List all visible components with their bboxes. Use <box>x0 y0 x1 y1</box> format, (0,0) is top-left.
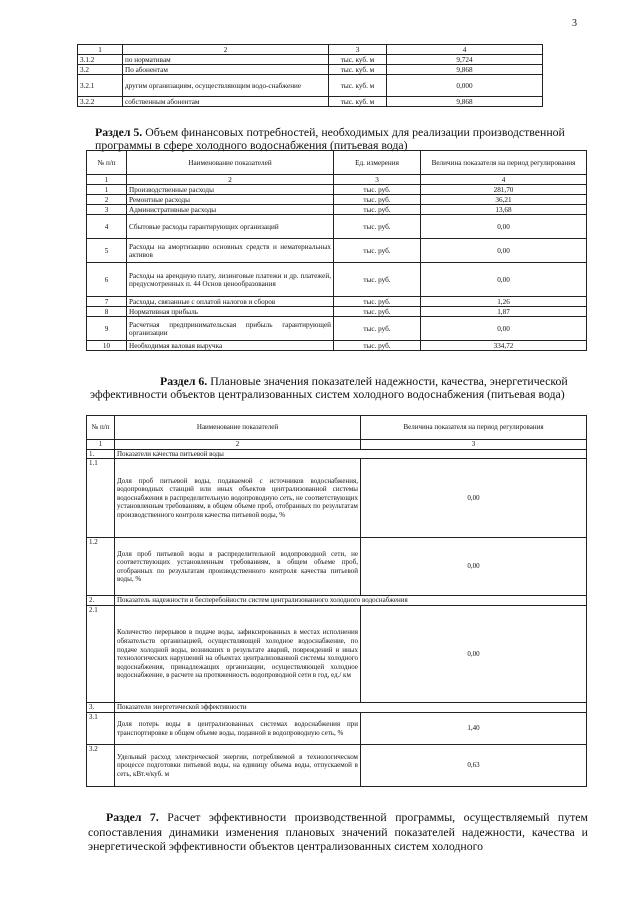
row-number: 3.2.1 <box>78 75 123 97</box>
table-row <box>87 341 587 351</box>
group-row <box>87 449 587 459</box>
row-name: По абонентам <box>123 65 329 75</box>
volume-table <box>77 44 543 107</box>
row-value: 0,00 <box>421 239 587 263</box>
row-number: 3.2.2 <box>78 97 123 107</box>
row-unit: тыс. руб. <box>334 317 421 341</box>
col-header: № п/п <box>87 416 115 440</box>
group-number: 2. <box>87 596 115 606</box>
section7-text: Расчет эффективности производственной программы, осуществляемый путем сопоставления динамики изменения плановых значений показателей надежности, качества и энергетической эффективности объектов централизованных систем холодного <box>88 810 588 853</box>
row-name: собственным абонентам <box>123 97 329 107</box>
row-name: Нормативная прибыль <box>127 307 334 317</box>
row-name: Расчетная предпринимательская прибыль гарантирующей организации <box>127 317 334 341</box>
row-number: 1 <box>87 185 127 195</box>
row-number: 3.1 <box>87 713 115 745</box>
row-name: Расходы на амортизацию основных средств и нематериальных активов <box>127 239 334 263</box>
row-value: 0,00 <box>421 263 587 297</box>
row-number: 2 <box>87 195 127 205</box>
col-header: Наименование показателей <box>115 416 361 440</box>
row-unit: тыс. руб. <box>334 263 421 297</box>
group-title: Показатели качества питьевой воды <box>115 449 587 459</box>
row-value: 281,70 <box>421 185 587 195</box>
row-name: по нормативам <box>123 55 329 65</box>
col-header: № п/п <box>87 151 127 175</box>
row-name: Производственные расходы <box>127 185 334 195</box>
table-row <box>78 75 543 97</box>
table-row <box>78 55 543 65</box>
col-number: 1 <box>87 440 115 450</box>
col-number: 1 <box>87 175 127 185</box>
indicators-table <box>86 415 587 787</box>
col-header: Величина показателя на период регулирования <box>361 416 587 440</box>
row-value: 0,000 <box>387 75 543 97</box>
table-row <box>87 195 587 205</box>
table-row <box>87 263 587 297</box>
row-value: 0,00 <box>361 459 587 538</box>
row-name: Доля проб питьевой воды, подаваемой с источников водоснабжения, водопроводных станций или иных объектов централизованной системы водоснабжения в распределительную водопроводную сеть, не соответствующих установленным требованиям, в общем объеме проб, отобранных по результатам производственного контроля качества питьевой воды, % <box>115 459 361 538</box>
row-value: 9,868 <box>387 97 543 107</box>
row-unit: тыс. руб. <box>334 185 421 195</box>
row-name: Необходимая валовая выручка <box>127 341 334 351</box>
table-row <box>87 538 587 596</box>
row-value: 9,724 <box>387 55 543 65</box>
row-name: Количество перерывов в подаче воды, зафиксированных в местах исполнения обязательств организацией, осуществляющей холодное водоснабжение, по подаче холодной воды, возникших в результате аварий, повреждений и иных технологических нарушений на объектах централизованной системы холодного водоснабжения, принадлежащих организации, осуществляющей холодное водоснабжение, в расчете на протяженность водопроводной сети в год, ед./ км <box>115 606 361 703</box>
col-number: 3 <box>334 175 421 185</box>
section6-title: Плановые значения показателей надежности, качества, энергетической эффективности объектов централизованных систем холодного водоснабжения (питьевая вода) <box>90 374 568 401</box>
table-row <box>78 97 543 107</box>
col-header: Величина показателя на период регулирования <box>421 151 587 175</box>
row-number: 6 <box>87 263 127 297</box>
col-number: 2 <box>123 45 329 55</box>
group-title: Показатель надежности и бесперебойности систем централизованного холодного водоснабжения <box>115 596 587 606</box>
row-value: 9,868 <box>387 65 543 75</box>
row-number: 3.2 <box>87 745 115 787</box>
row-name: Доля проб питьевой воды в распределительной водопроводной сети, не соответствующих установленным требованиям, в общем объеме проб, отобранных по результатам производственного контроля качества питьевой воды, % <box>115 538 361 596</box>
col-number: 2 <box>127 175 334 185</box>
row-number: 8 <box>87 307 127 317</box>
table-row <box>87 606 587 703</box>
table-row <box>87 205 587 215</box>
row-name: Расходы на арендную плату, лизинговые платежи и др. платежей, предусмотренных п. 44 Основ ценообразования <box>127 263 334 297</box>
row-name: Доля потерь воды в централизованных системах водоснабжения при транспортировке в общем объеме воды, поданной в водопроводную сеть, % <box>115 713 361 745</box>
table-row <box>78 65 543 75</box>
row-value: 1,87 <box>421 307 587 317</box>
table-row <box>87 297 587 307</box>
row-value: 13,68 <box>421 205 587 215</box>
section7-paragraph <box>88 810 588 854</box>
row-number: 1.2 <box>87 538 115 596</box>
row-number: 10 <box>87 341 127 351</box>
row-number: 3 <box>87 205 127 215</box>
row-unit: тыс. руб. <box>334 341 421 351</box>
group-row <box>87 596 587 606</box>
row-unit: тыс. руб. <box>334 215 421 239</box>
row-unit: тыс. куб. м <box>329 55 387 65</box>
row-name: Сбытовые расходы гарантирующих организаций <box>127 215 334 239</box>
row-name: Удельный расход электрической энергии, потребляемой в технологическом процессе подготовки питьевой воды, на единицу объема воды, отпускаемой в сеть, кВт.ч/куб. м <box>115 745 361 787</box>
col-number: 2 <box>115 440 361 450</box>
row-unit: тыс. куб. м <box>329 65 387 75</box>
row-unit: тыс. куб. м <box>329 75 387 97</box>
section5-heading <box>95 126 585 152</box>
row-number: 7 <box>87 297 127 307</box>
row-value: 0,63 <box>361 745 587 787</box>
page-number: 3 <box>572 18 577 29</box>
col-number: 1 <box>78 45 123 55</box>
table-row <box>87 745 587 787</box>
row-unit: тыс. руб. <box>334 195 421 205</box>
group-title: Показатели энергетической эффективности <box>115 703 587 713</box>
row-value: 0,00 <box>421 317 587 341</box>
row-name: Административные расходы <box>127 205 334 215</box>
section6-heading <box>90 375 590 401</box>
group-number: 1. <box>87 449 115 459</box>
row-value: 36,21 <box>421 195 587 205</box>
section5-title: Объем финансовых потребностей, необходимых для реализации производственной программы в сфере холодного водоснабжения (питьевая вода) <box>95 125 565 152</box>
row-number: 3.1.2 <box>78 55 123 65</box>
finance-table <box>86 150 587 351</box>
col-number: 3 <box>329 45 387 55</box>
row-value: 1,40 <box>361 713 587 745</box>
row-number: 2.1 <box>87 606 115 703</box>
row-value: 1,26 <box>421 297 587 307</box>
row-name: Ремонтные расходы <box>127 195 334 205</box>
row-unit: тыс. руб. <box>334 239 421 263</box>
table-row <box>87 317 587 341</box>
table-row <box>87 185 587 195</box>
group-row <box>87 703 587 713</box>
row-unit: тыс. руб. <box>334 307 421 317</box>
col-number: 3 <box>361 440 587 450</box>
row-unit: тыс. руб. <box>334 205 421 215</box>
section6-label: Раздел 6. <box>160 374 208 388</box>
table-row <box>87 459 587 538</box>
row-number: 1.1 <box>87 459 115 538</box>
row-name: другим организациям, осуществляющим водо-снабжение <box>123 75 329 97</box>
section5-label: Раздел 5. <box>95 125 143 139</box>
row-unit: тыс. руб. <box>334 297 421 307</box>
row-value: 0,00 <box>421 215 587 239</box>
section7-label: Раздел 7. <box>106 810 159 824</box>
col-number: 4 <box>421 175 587 185</box>
table-row <box>87 713 587 745</box>
row-number: 3.2 <box>78 65 123 75</box>
row-value: 334,72 <box>421 341 587 351</box>
table-row <box>87 307 587 317</box>
col-header: Наименование показателей <box>127 151 334 175</box>
row-number: 9 <box>87 317 127 341</box>
row-value: 0,00 <box>361 606 587 703</box>
row-value: 0,00 <box>361 538 587 596</box>
group-number: 3. <box>87 703 115 713</box>
row-number: 4 <box>87 215 127 239</box>
col-number: 4 <box>387 45 543 55</box>
row-unit: тыс. куб. м <box>329 97 387 107</box>
table-row <box>87 239 587 263</box>
row-name: Расходы, связанные с оплатой налогов и сборов <box>127 297 334 307</box>
col-header: Ед. измерения <box>334 151 421 175</box>
row-number: 5 <box>87 239 127 263</box>
table-row <box>87 215 587 239</box>
